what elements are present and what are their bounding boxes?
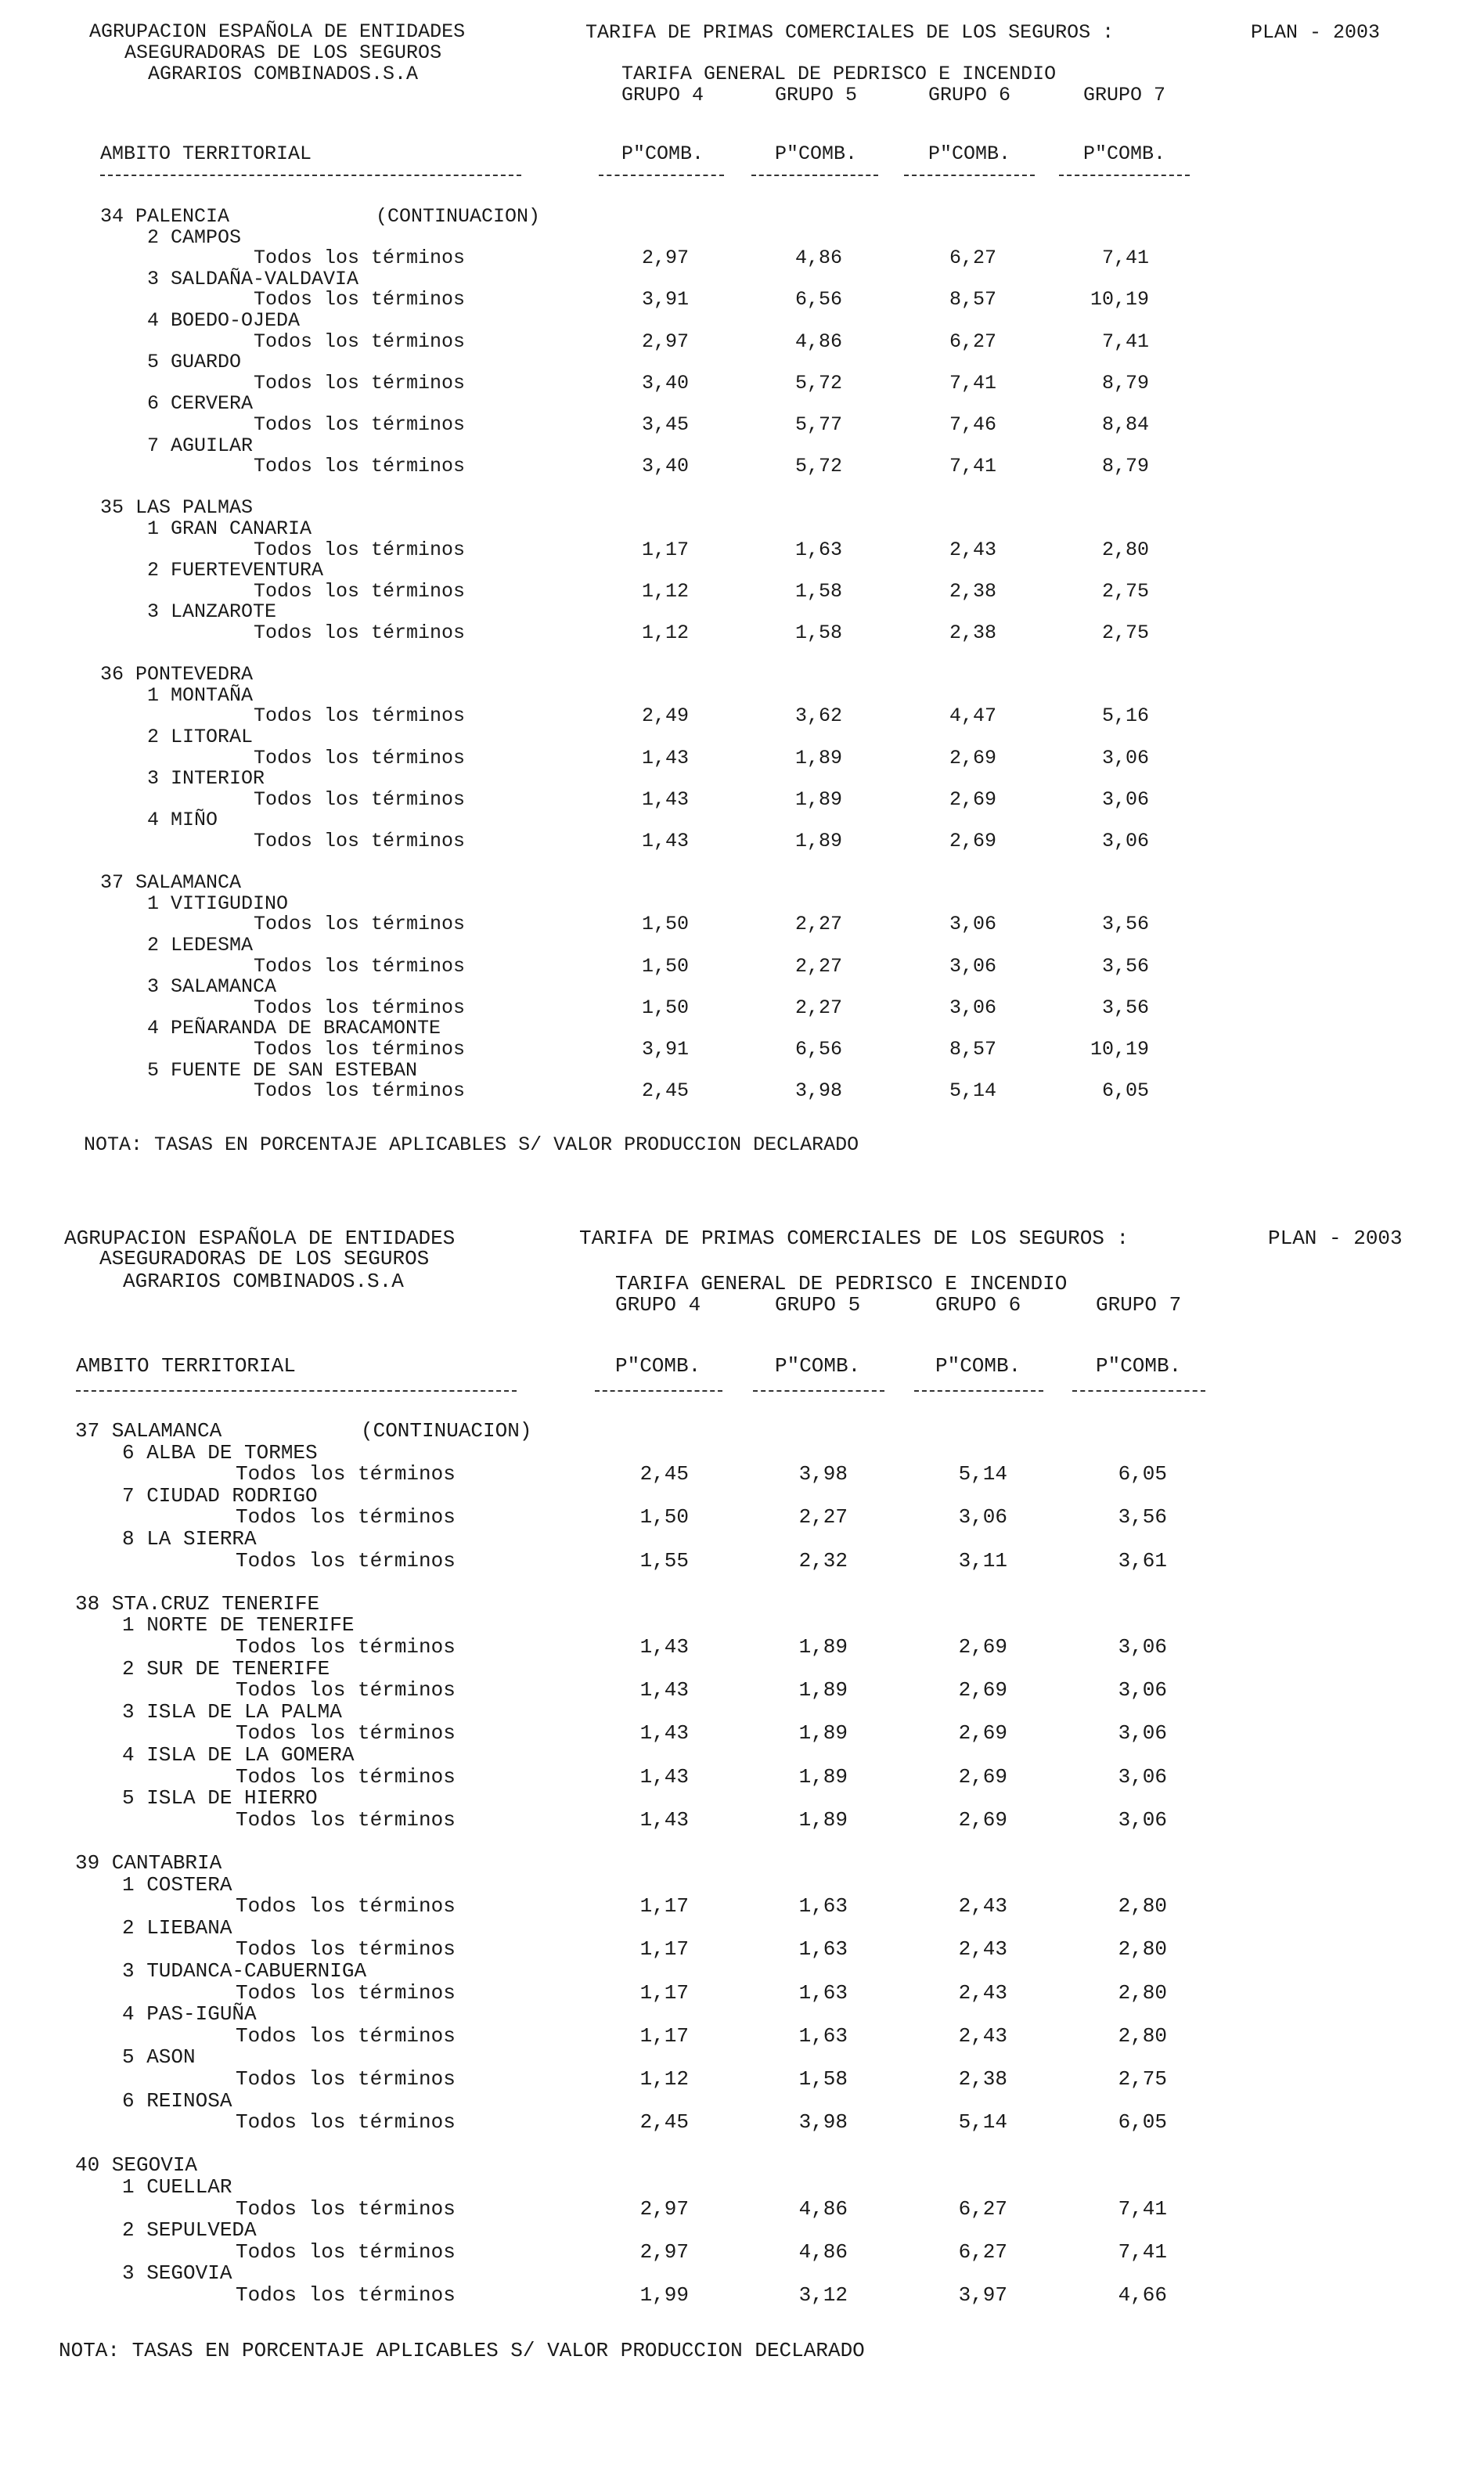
org-name-line: ASEGURADORAS DE LOS SEGUROS [124, 41, 442, 64]
rate-value-grupo-7: 2,75 [1101, 579, 1149, 603]
rate-value-grupo-5: 2,27 [794, 954, 842, 978]
rate-value-grupo-6: 5,14 [958, 2110, 1007, 2135]
group-header: GRUPO 6 [928, 84, 1011, 106]
rate-value-grupo-5: 1,89 [794, 746, 842, 769]
document-title: TARIFA DE PRIMAS COMERCIALES DE LOS SEGUROS : [579, 1227, 1129, 1250]
comarca-name: 1 NORTE DE TENERIFE [122, 1613, 355, 1638]
row-label: Todos los términos [254, 954, 466, 978]
rate-value-grupo-5: 1,89 [794, 787, 842, 811]
rate-value-grupo-7: 10,19 [1090, 288, 1149, 312]
rate-value-grupo-7: 3,06 [1118, 1721, 1167, 1746]
rate-value-grupo-4: 1,12 [641, 622, 689, 644]
rate-value-grupo-7: 8,84 [1101, 413, 1149, 436]
rate-value-grupo-6: 3,06 [949, 954, 996, 978]
rate-value-grupo-4: 1,12 [639, 2067, 689, 2091]
province-name: 37 SALAMANCA [75, 1419, 222, 1443]
rate-value-grupo-6: 4,47 [949, 704, 996, 728]
comarca-name: 3 INTERIOR [147, 767, 265, 791]
row-label: Todos los términos [236, 2196, 456, 2221]
rate-value-grupo-6: 7,46 [949, 413, 996, 436]
comarca-name: 1 GRAN CANARIA [147, 517, 312, 540]
row-label: Todos los términos [254, 913, 466, 936]
row-label: Todos los términos [236, 1894, 456, 1919]
rate-value-grupo-7: 2,75 [1118, 2067, 1167, 2091]
column-header: P"COMB. [621, 142, 704, 165]
rate-value-grupo-6: 5,14 [958, 1462, 1007, 1486]
rate-value-grupo-7: 3,56 [1101, 996, 1149, 1019]
rate-value-grupo-7: 3,06 [1118, 1764, 1167, 1789]
rate-value-grupo-5: 2,27 [798, 1505, 848, 1529]
rate-value-grupo-5: 6,56 [794, 288, 842, 312]
column-underline [595, 1390, 722, 1392]
rate-value-grupo-4: 1,17 [639, 1980, 689, 2005]
rate-value-grupo-4: 2,97 [641, 330, 689, 353]
group-header: GRUPO 5 [775, 84, 858, 106]
rate-value-grupo-7: 10,19 [1090, 1038, 1149, 1061]
row-label: Todos los términos [254, 622, 466, 644]
rate-value-grupo-5: 2,27 [794, 996, 842, 1019]
rate-value-grupo-4: 1,17 [639, 1937, 689, 1962]
rate-value-grupo-7: 3,06 [1118, 1635, 1167, 1659]
footnote: NOTA: TASAS EN PORCENTAJE APLICABLES S/ VALOR PRODUCCION DECLARADO [59, 2339, 865, 2362]
rate-value-grupo-4: 1,43 [641, 787, 689, 811]
comarca-name: 5 ASON [122, 2045, 196, 2070]
comarca-name: 3 SEGOVIA [122, 2261, 232, 2286]
comarca-name: 3 TUDANCA-CABUERNIGA [122, 1959, 367, 1983]
row-label: Todos los términos [254, 288, 466, 312]
row-label: Todos los términos [236, 1548, 456, 1573]
province-name: 38 STA.CRUZ TENERIFE [75, 1591, 320, 1616]
comarca-name: 6 ALBA DE TORMES [122, 1440, 318, 1465]
province-name: 34 PALENCIA [100, 205, 230, 228]
rate-value-grupo-4: 1,55 [639, 1548, 689, 1573]
rate-value-grupo-6: 2,69 [958, 1764, 1007, 1789]
rate-value-grupo-7: 7,41 [1101, 247, 1149, 270]
comarca-name: 5 GUARDO [147, 351, 242, 374]
rate-value-grupo-4: 3,91 [641, 1038, 689, 1061]
rate-value-grupo-5: 1,89 [794, 830, 842, 852]
rate-value-grupo-4: 1,17 [639, 2023, 689, 2048]
rate-value-grupo-7: 2,80 [1118, 2023, 1167, 2048]
rate-value-grupo-6: 2,38 [949, 579, 996, 603]
row-label: Todos los términos [236, 1678, 456, 1702]
rate-value-grupo-6: 2,69 [949, 830, 996, 852]
org-name-line: ASEGURADORAS DE LOS SEGUROS [99, 1247, 430, 1270]
rate-value-grupo-5: 1,89 [798, 1635, 848, 1659]
rate-value-grupo-6: 2,69 [949, 746, 996, 769]
rate-value-grupo-7: 7,41 [1101, 330, 1149, 353]
plan-label: PLAN - 2003 [1251, 21, 1381, 44]
footnote: NOTA: TASAS EN PORCENTAJE APLICABLES S/ VALOR PRODUCCION DECLARADO [84, 1133, 859, 1156]
comarca-name: 5 FUENTE DE SAN ESTEBAN [147, 1058, 418, 1082]
row-label: Todos los términos [236, 2067, 456, 2091]
row-label: Todos los términos [254, 1038, 466, 1061]
comarca-name: 2 CAMPOS [147, 225, 242, 249]
rate-value-grupo-4: 1,50 [641, 913, 689, 936]
province-name: 40 SEGOVIA [75, 2153, 198, 2178]
rate-value-grupo-7: 3,06 [1101, 746, 1149, 769]
column-underline [751, 175, 878, 176]
rate-value-grupo-6: 2,69 [958, 1635, 1007, 1659]
comarca-name: 1 MONTAÑA [147, 683, 254, 707]
rate-value-grupo-6: 3,06 [949, 996, 996, 1019]
comarca-name: 2 LIEBANA [122, 1915, 232, 1940]
row-label: Todos los términos [236, 1764, 456, 1789]
rate-value-grupo-6: 7,41 [949, 455, 996, 478]
rate-value-grupo-4: 2,97 [639, 2239, 689, 2264]
group-header: GRUPO 4 [621, 84, 704, 106]
column-underline [1072, 1390, 1205, 1392]
rate-value-grupo-7: 2,80 [1118, 1980, 1167, 2005]
rate-value-grupo-4: 1,43 [639, 1635, 689, 1659]
row-label: Todos los términos [236, 2283, 456, 2307]
column-underline [1059, 175, 1190, 176]
comarca-name: 4 ISLA DE LA GOMERA [122, 1743, 355, 1767]
rate-value-grupo-4: 2,45 [639, 2110, 689, 2135]
row-label: Todos los términos [236, 2239, 456, 2264]
rate-value-grupo-4: 2,97 [639, 2196, 689, 2221]
column-underline [599, 175, 724, 176]
org-name-line: AGRUPACION ESPAÑOLA DE ENTIDADES [64, 1227, 456, 1250]
rate-value-grupo-7: 8,79 [1101, 455, 1149, 478]
rate-value-grupo-7: 7,41 [1118, 2239, 1167, 2264]
rate-value-grupo-6: 3,06 [949, 913, 996, 936]
rate-value-grupo-4: 2,45 [639, 1462, 689, 1486]
rate-value-grupo-5: 4,86 [794, 330, 842, 353]
column-header: P"COMB. [775, 142, 858, 165]
province-name: 37 SALAMANCA [100, 871, 242, 895]
comarca-name: 3 SALAMANCA [147, 975, 277, 999]
comarca-name: 3 SALDAÑA-VALDAVIA [147, 267, 359, 290]
rate-value-grupo-5: 1,63 [798, 1937, 848, 1962]
rate-value-grupo-5: 4,86 [798, 2239, 848, 2264]
ambito-underline [100, 175, 521, 176]
rate-value-grupo-6: 3,11 [958, 1548, 1007, 1573]
row-label: Todos los términos [236, 1937, 456, 1962]
rate-value-grupo-5: 1,89 [798, 1721, 848, 1746]
row-label: Todos los términos [254, 413, 466, 436]
comarca-name: 3 LANZAROTE [147, 600, 277, 624]
rate-value-grupo-5: 1,89 [798, 1678, 848, 1702]
rate-value-grupo-5: 3,98 [798, 2110, 848, 2135]
column-header: P"COMB. [935, 1354, 1021, 1378]
rate-value-grupo-6: 2,43 [958, 1937, 1007, 1962]
ambito-header: AMBITO TERRITORIAL [76, 1354, 296, 1378]
group-header: GRUPO 7 [1083, 84, 1166, 106]
row-label: Todos los términos [254, 830, 466, 852]
rate-value-grupo-5: 3,62 [794, 704, 842, 728]
rate-value-grupo-5: 1,89 [798, 1807, 848, 1832]
rate-value-grupo-6: 3,97 [958, 2283, 1007, 2307]
rate-value-grupo-6: 5,14 [949, 1079, 996, 1103]
rate-value-grupo-4: 3,91 [641, 288, 689, 312]
row-label: Todos los términos [236, 2023, 456, 2048]
rate-value-grupo-5: 1,63 [798, 2023, 848, 2048]
rate-value-grupo-6: 2,43 [958, 1980, 1007, 2005]
org-name-line: AGRARIOS COMBINADOS.S.A [123, 1270, 404, 1293]
rate-value-grupo-6: 6,27 [949, 247, 996, 270]
comarca-name: 2 SEPULVEDA [122, 2218, 257, 2243]
rate-value-grupo-6: 3,06 [958, 1505, 1007, 1529]
rate-value-grupo-6: 2,43 [958, 1894, 1007, 1919]
rate-value-grupo-4: 3,40 [641, 455, 689, 478]
province-name: 36 PONTEVEDRA [100, 663, 254, 686]
column-underline [753, 1390, 884, 1392]
row-label: Todos los términos [254, 330, 466, 353]
rate-value-grupo-4: 1,43 [639, 1807, 689, 1832]
column-underline [904, 175, 1035, 176]
row-label: Todos los términos [254, 579, 466, 603]
rate-value-grupo-7: 8,79 [1101, 371, 1149, 395]
comarca-name: 7 AGUILAR [147, 434, 254, 457]
rate-value-grupo-7: 6,05 [1118, 2110, 1167, 2135]
group-header: GRUPO 7 [1096, 1293, 1182, 1317]
rate-value-grupo-7: 6,05 [1118, 1462, 1167, 1486]
rate-value-grupo-6: 2,38 [958, 2067, 1007, 2091]
rate-value-grupo-5: 1,89 [798, 1764, 848, 1789]
rate-value-grupo-5: 1,58 [794, 622, 842, 644]
rate-value-grupo-6: 6,27 [949, 330, 996, 353]
comarca-name: 2 FUERTEVENTURA [147, 559, 324, 582]
comarca-name: 1 COSTERA [122, 1872, 232, 1897]
rate-value-grupo-5: 5,72 [794, 455, 842, 478]
rate-value-grupo-5: 3,12 [798, 2283, 848, 2307]
rate-value-grupo-7: 3,61 [1118, 1548, 1167, 1573]
rate-value-grupo-6: 2,43 [949, 538, 996, 561]
rate-value-grupo-4: 1,43 [641, 746, 689, 769]
rate-value-grupo-7: 5,16 [1101, 704, 1149, 728]
rate-value-grupo-5: 5,77 [794, 413, 842, 436]
rate-value-grupo-6: 6,27 [958, 2239, 1007, 2264]
rate-value-grupo-7: 2,80 [1101, 538, 1149, 561]
rate-value-grupo-4: 3,45 [641, 413, 689, 436]
rate-value-grupo-4: 1,43 [639, 1764, 689, 1789]
column-header: P"COMB. [928, 142, 1011, 165]
rate-value-grupo-4: 3,40 [641, 371, 689, 395]
tariff-subtitle: TARIFA GENERAL DE PEDRISCO E INCENDIO [615, 1272, 1068, 1295]
rate-value-grupo-7: 7,41 [1118, 2196, 1167, 2221]
org-name-line: AGRUPACION ESPAÑOLA DE ENTIDADES [89, 20, 466, 43]
rate-value-grupo-7: 6,05 [1101, 1079, 1149, 1103]
comarca-name: 4 BOEDO-OJEDA [147, 309, 301, 332]
ambito-header: AMBITO TERRITORIAL [100, 142, 312, 165]
comarca-name: 8 LA SIERRA [122, 1527, 257, 1551]
rate-value-grupo-6: 2,69 [949, 787, 996, 811]
rate-value-grupo-6: 7,41 [949, 371, 996, 395]
column-header: P"COMB. [1096, 1354, 1182, 1378]
row-label: Todos los términos [236, 1462, 456, 1486]
rate-value-grupo-5: 1,63 [794, 538, 842, 561]
comarca-name: 3 ISLA DE LA PALMA [122, 1699, 342, 1724]
comarca-name: 7 CIUDAD RODRIGO [122, 1483, 318, 1508]
rate-value-grupo-4: 1,50 [639, 1505, 689, 1529]
row-label: Todos los términos [254, 746, 466, 769]
rate-value-grupo-5: 5,72 [794, 371, 842, 395]
row-label: Todos los términos [254, 704, 466, 728]
rate-value-grupo-4: 2,97 [641, 247, 689, 270]
rate-value-grupo-6: 6,27 [958, 2196, 1007, 2221]
comarca-name: 6 CERVERA [147, 392, 254, 416]
rate-value-grupo-5: 1,58 [798, 2067, 848, 2091]
comarca-name: 4 PAS-IGUÑA [122, 2002, 257, 2027]
rate-value-grupo-6: 8,57 [949, 288, 996, 312]
rate-value-grupo-4: 1,99 [639, 2283, 689, 2307]
row-label: Todos los términos [236, 1807, 456, 1832]
group-header: GRUPO 5 [775, 1293, 861, 1317]
row-label: Todos los términos [236, 1505, 456, 1529]
row-label: Todos los términos [254, 247, 466, 270]
column-header: P"COMB. [775, 1354, 861, 1378]
row-label: Todos los términos [254, 371, 466, 395]
rate-value-grupo-4: 1,43 [639, 1678, 689, 1702]
rate-value-grupo-4: 1,12 [641, 579, 689, 603]
comarca-name: 5 ISLA DE HIERRO [122, 1786, 318, 1810]
comarca-name: 4 MIÑO [147, 809, 218, 832]
rate-value-grupo-5: 1,58 [794, 579, 842, 603]
plan-label: PLAN - 2003 [1268, 1227, 1403, 1250]
rate-value-grupo-4: 1,50 [641, 954, 689, 978]
row-label: Todos los términos [236, 1635, 456, 1659]
row-label: Todos los términos [254, 1079, 466, 1103]
rate-value-grupo-4: 2,45 [641, 1079, 689, 1103]
comarca-name: 2 SUR DE TENERIFE [122, 1656, 330, 1681]
rate-value-grupo-7: 3,56 [1118, 1505, 1167, 1529]
group-header: GRUPO 4 [615, 1293, 701, 1317]
rate-value-grupo-5: 1,63 [798, 1980, 848, 2005]
row-label: Todos los términos [254, 996, 466, 1019]
rate-value-grupo-5: 4,86 [794, 247, 842, 270]
comarca-name: 2 LITORAL [147, 726, 254, 748]
rate-value-grupo-7: 3,06 [1118, 1807, 1167, 1832]
rate-value-grupo-4: 1,43 [641, 830, 689, 852]
rate-value-grupo-6: 2,69 [958, 1807, 1007, 1832]
column-header: P"COMB. [615, 1354, 701, 1378]
rate-value-grupo-5: 3,98 [798, 1462, 848, 1486]
tariff-subtitle: TARIFA GENERAL DE PEDRISCO E INCENDIO [621, 63, 1057, 85]
row-label: Todos los términos [254, 455, 466, 478]
rate-value-grupo-6: 2,69 [958, 1678, 1007, 1702]
rate-value-grupo-5: 4,86 [798, 2196, 848, 2221]
rate-value-grupo-6: 2,69 [958, 1721, 1007, 1746]
rate-value-grupo-7: 2,80 [1118, 1937, 1167, 1962]
column-underline [914, 1390, 1043, 1392]
row-label: Todos los términos [254, 538, 466, 561]
comarca-name: 4 PEÑARANDA DE BRACAMONTE [147, 1017, 441, 1040]
comarca-name: 1 CUELLAR [122, 2175, 232, 2199]
column-header: P"COMB. [1083, 142, 1166, 165]
province-name: 35 LAS PALMAS [100, 496, 254, 520]
comarca-name: 2 LEDESMA [147, 934, 254, 957]
rate-value-grupo-5: 6,56 [794, 1038, 842, 1061]
row-label: Todos los términos [236, 1980, 456, 2005]
continuation-note: (CONTINUACION) [361, 1419, 532, 1443]
rate-value-grupo-4: 1,17 [639, 1894, 689, 1919]
rate-value-grupo-5: 2,32 [798, 1548, 848, 1573]
rate-value-grupo-5: 2,27 [794, 913, 842, 936]
continuation-note: (CONTINUACION) [376, 205, 541, 228]
comarca-name: 1 VITIGUDINO [147, 892, 289, 915]
row-label: Todos los términos [236, 2110, 456, 2135]
org-name-line: AGRARIOS COMBINADOS.S.A [148, 63, 419, 85]
rate-value-grupo-7: 3,06 [1101, 787, 1149, 811]
row-label: Todos los términos [236, 1721, 456, 1746]
row-label: Todos los términos [254, 787, 466, 811]
comarca-name: 6 REINOSA [122, 2088, 232, 2113]
rate-value-grupo-7: 3,56 [1101, 954, 1149, 978]
group-header: GRUPO 6 [935, 1293, 1021, 1317]
rate-value-grupo-7: 3,56 [1101, 913, 1149, 936]
rate-value-grupo-6: 2,38 [949, 622, 996, 644]
rate-value-grupo-7: 4,66 [1118, 2283, 1167, 2307]
rate-value-grupo-7: 2,80 [1118, 1894, 1167, 1919]
rate-value-grupo-4: 2,49 [641, 704, 689, 728]
rate-value-grupo-6: 8,57 [949, 1038, 996, 1061]
document-title: TARIFA DE PRIMAS COMERCIALES DE LOS SEGUROS : [585, 21, 1115, 44]
rate-value-grupo-5: 1,63 [798, 1894, 848, 1919]
rate-value-grupo-6: 2,43 [958, 2023, 1007, 2048]
rate-value-grupo-4: 1,43 [639, 1721, 689, 1746]
ambito-underline [76, 1390, 517, 1392]
rate-value-grupo-7: 3,06 [1118, 1678, 1167, 1702]
rate-value-grupo-5: 3,98 [794, 1079, 842, 1103]
province-name: 39 CANTABRIA [75, 1851, 222, 1875]
rate-value-grupo-7: 2,75 [1101, 622, 1149, 644]
rate-value-grupo-4: 1,50 [641, 996, 689, 1019]
rate-value-grupo-7: 3,06 [1101, 830, 1149, 852]
rate-value-grupo-4: 1,17 [641, 538, 689, 561]
